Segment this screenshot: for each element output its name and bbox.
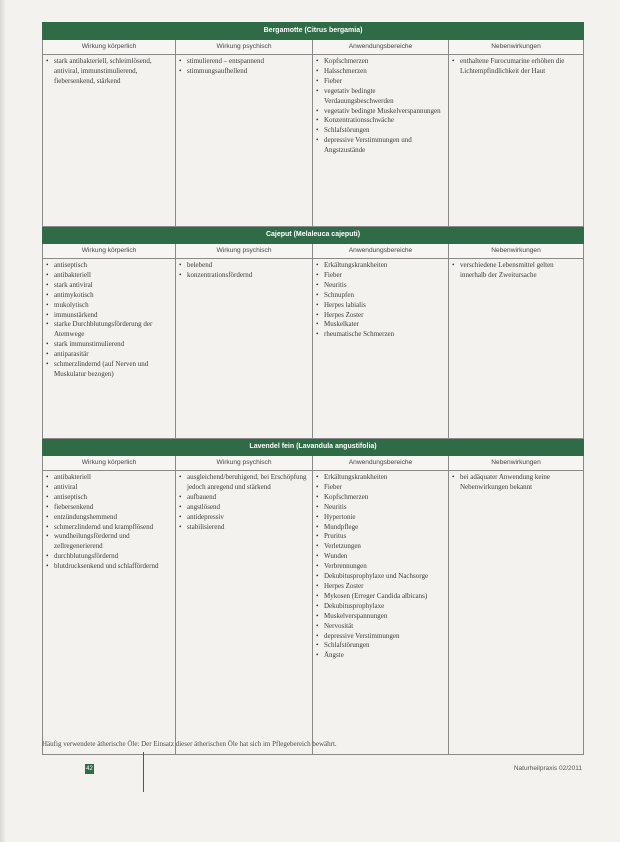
column-header-psychisch: Wirkung psychisch <box>176 456 313 471</box>
cell-koerperlich <box>43 55 176 227</box>
list-koerperlich <box>46 57 171 87</box>
cell-psychisch <box>176 55 313 227</box>
list-anwendung <box>316 473 444 661</box>
column-header-anwendung: Anwendungsbereiche <box>313 244 449 259</box>
footer-divider <box>143 752 144 792</box>
list-item: • ausgleichend/beruhigend, bei Erschöpfung jedoch anregend und stärkend <box>179 473 308 493</box>
column-header-psychisch: Wirkung psychisch <box>176 244 313 259</box>
cell-koerperlich <box>43 471 176 755</box>
list-neben <box>452 57 579 77</box>
column-header-row <box>43 40 584 55</box>
list-item: • mukolytisch <box>46 301 171 311</box>
list-psychisch <box>179 261 308 281</box>
list-item: • konzentrationsfördernd <box>179 271 308 281</box>
list-item: • entzündungshemmend <box>46 513 171 523</box>
section-title: Cajeput (Melaleuca cajeputi) <box>43 227 584 244</box>
list-item: • rheumatische Schmerzen <box>316 330 444 340</box>
list-item: • Erkältungskrankheiten <box>316 261 444 271</box>
section-cajeput-body-row <box>43 259 584 439</box>
cell-psychisch <box>176 259 313 439</box>
list-item: • Mundpflege <box>316 523 444 533</box>
list-item: • antidepressiv <box>179 513 308 523</box>
list-item: • stabilisierend <box>179 523 308 533</box>
list-item: • Muskelverspannungen <box>316 612 444 622</box>
list-item: • Herpes Zoster <box>316 311 444 321</box>
column-header-koerperlich: Wirkung körperlich <box>43 40 176 55</box>
list-item: • Muskelkater <box>316 320 444 330</box>
column-header-neben: Nebenwirkungen <box>449 244 584 259</box>
section-title: Bergamotte (Citrus bergamia) <box>43 23 584 40</box>
list-koerperlich <box>46 473 171 572</box>
column-header-anwendung: Anwendungsbereiche <box>313 40 449 55</box>
list-item: • Pruritus <box>316 532 444 542</box>
list-item: • starke Durchblutungsförderung der Atemwege <box>46 320 171 340</box>
list-anwendung <box>316 57 444 156</box>
section-bergamotte-title-row <box>43 23 584 40</box>
column-header-neben: Nebenwirkungen <box>449 456 584 471</box>
cell-neben <box>449 259 584 439</box>
list-item: • Mykosen (Erreger Candida albicans) <box>316 592 444 602</box>
section-lavendel-title-row <box>43 439 584 456</box>
list-neben <box>452 473 579 493</box>
page-edge <box>0 0 6 842</box>
cell-anwendung <box>313 55 449 227</box>
column-header-neben: Nebenwirkungen <box>449 40 584 55</box>
list-koerperlich <box>46 261 171 380</box>
list-item: • Konzentrationsschwäche <box>316 116 444 126</box>
column-header-psychisch: Wirkung psychisch <box>176 40 313 55</box>
list-item: • Fieber <box>316 483 444 493</box>
list-item: • antibakteriell <box>46 271 171 281</box>
list-item: • Herpes Zoster <box>316 582 444 592</box>
list-item: • bei adäquater Anwendung keine Nebenwirkungen bekannt <box>452 473 579 493</box>
list-item: • schmerzlindernd (auf Nerven und Muskulatur bezogen) <box>46 360 171 380</box>
list-item: • stark immunstimulierend <box>46 340 171 350</box>
list-item: • Dekubitusprophylaxe <box>316 602 444 612</box>
list-item: • antimykotisch <box>46 291 171 301</box>
column-header-koerperlich: Wirkung körperlich <box>43 456 176 471</box>
list-item: • vegetativ bedingte Muskelverspannungen <box>316 107 444 117</box>
list-item: • Neuritis <box>316 503 444 513</box>
cell-neben <box>449 55 584 227</box>
list-item: • enthaltene Furocumarine erhöhen die Lichtempfindlichkeit der Haut <box>452 57 579 77</box>
list-item: • Neuritis <box>316 281 444 291</box>
column-header-row <box>43 456 584 471</box>
cell-neben <box>449 471 584 755</box>
list-item: • vegetativ bedingte Verdauungsbeschwerden <box>316 87 444 107</box>
list-item: • schmerzlindernd und krampflösend <box>46 523 171 533</box>
section-cajeput-title-row <box>43 227 584 244</box>
list-item: • antiseptisch <box>46 493 171 503</box>
list-item: • Kopfschmerzen <box>316 493 444 503</box>
column-header-koerperlich: Wirkung körperlich <box>43 244 176 259</box>
list-item: • Erkältungskrankheiten <box>316 473 444 483</box>
list-item: • Schlafstörungen <box>316 126 444 136</box>
list-item: • angstlösend <box>179 503 308 513</box>
list-item: • depressive Verstimmungen und Angstzustände <box>316 136 444 156</box>
footer-source: Naturheilpraxis 02/2011 <box>513 765 582 772</box>
list-item: • immunstärkend <box>46 311 171 321</box>
list-item: • antibakteriell <box>46 473 171 483</box>
list-item: • wundheilungsfördernd und zellregenerierend <box>46 532 171 552</box>
list-item: • antiparasitär <box>46 350 171 360</box>
list-item: • stimulierend – entspannend <box>179 57 308 67</box>
list-psychisch <box>179 473 308 532</box>
section-lavendel-body-row <box>43 471 584 755</box>
list-item: • antiviral <box>46 483 171 493</box>
list-item: • blutdrucksenkend und schlaffördernd <box>46 562 171 572</box>
list-item: • antiseptisch <box>46 261 171 271</box>
list-item: • depressive Verstimmungen <box>316 632 444 642</box>
table-caption: Häufig verwendete ätherische Öle: Der Einsatz dieser ätherischen Öle hat sich im Pflegebereich bewährt. <box>42 740 337 748</box>
list-item: • durchblutungsfördernd <box>46 552 171 562</box>
cell-anwendung <box>313 471 449 755</box>
list-item: • Ängste <box>316 651 444 661</box>
list-item: • verschiedene Lebensmittel gelten innerhalb der Zweitursache <box>452 261 579 281</box>
list-item: • Fieber <box>316 77 444 87</box>
list-item: • Schnupfen <box>316 291 444 301</box>
section-title: Lavendel fein (Lavandula angustifolia) <box>43 439 584 456</box>
list-item: • stark antiviral <box>46 281 171 291</box>
section-bergamotte-body-row <box>43 55 584 227</box>
page-number: 42 <box>86 766 93 772</box>
list-psychisch <box>179 57 308 77</box>
list-anwendung <box>316 261 444 340</box>
cell-koerperlich <box>43 259 176 439</box>
list-item: • Halsschmerzen <box>316 67 444 77</box>
cell-psychisch <box>176 471 313 755</box>
list-item: • Nervosität <box>316 622 444 632</box>
list-item: • Verletzungen <box>316 542 444 552</box>
list-item: • Herpes labialis <box>316 301 444 311</box>
cell-anwendung <box>313 259 449 439</box>
column-header-row <box>43 244 584 259</box>
list-neben <box>452 261 579 281</box>
list-item: • Schlafstörungen <box>316 641 444 651</box>
list-item: • stimmungsaufhellend <box>179 67 308 77</box>
list-item: • Wunden <box>316 552 444 562</box>
list-item: • belebend <box>179 261 308 271</box>
list-item: • Verbrennungen <box>316 562 444 572</box>
list-item: • stark antibakteriell, schleimlösend, antiviral, immunstimulierend, fiebersenkend, stärkend <box>46 57 171 87</box>
list-item: • Hypertonie <box>316 513 444 523</box>
column-header-anwendung: Anwendungsbereiche <box>313 456 449 471</box>
list-item: • Kopfschmerzen <box>316 57 444 67</box>
list-item: • Fieber <box>316 271 444 281</box>
list-item: • fiebersenkend <box>46 503 171 513</box>
essential-oils-table <box>42 22 584 755</box>
list-item: • aufbauend <box>179 493 308 503</box>
list-item: • Dekubitusprophylaxe und Nachsorge <box>316 572 444 582</box>
